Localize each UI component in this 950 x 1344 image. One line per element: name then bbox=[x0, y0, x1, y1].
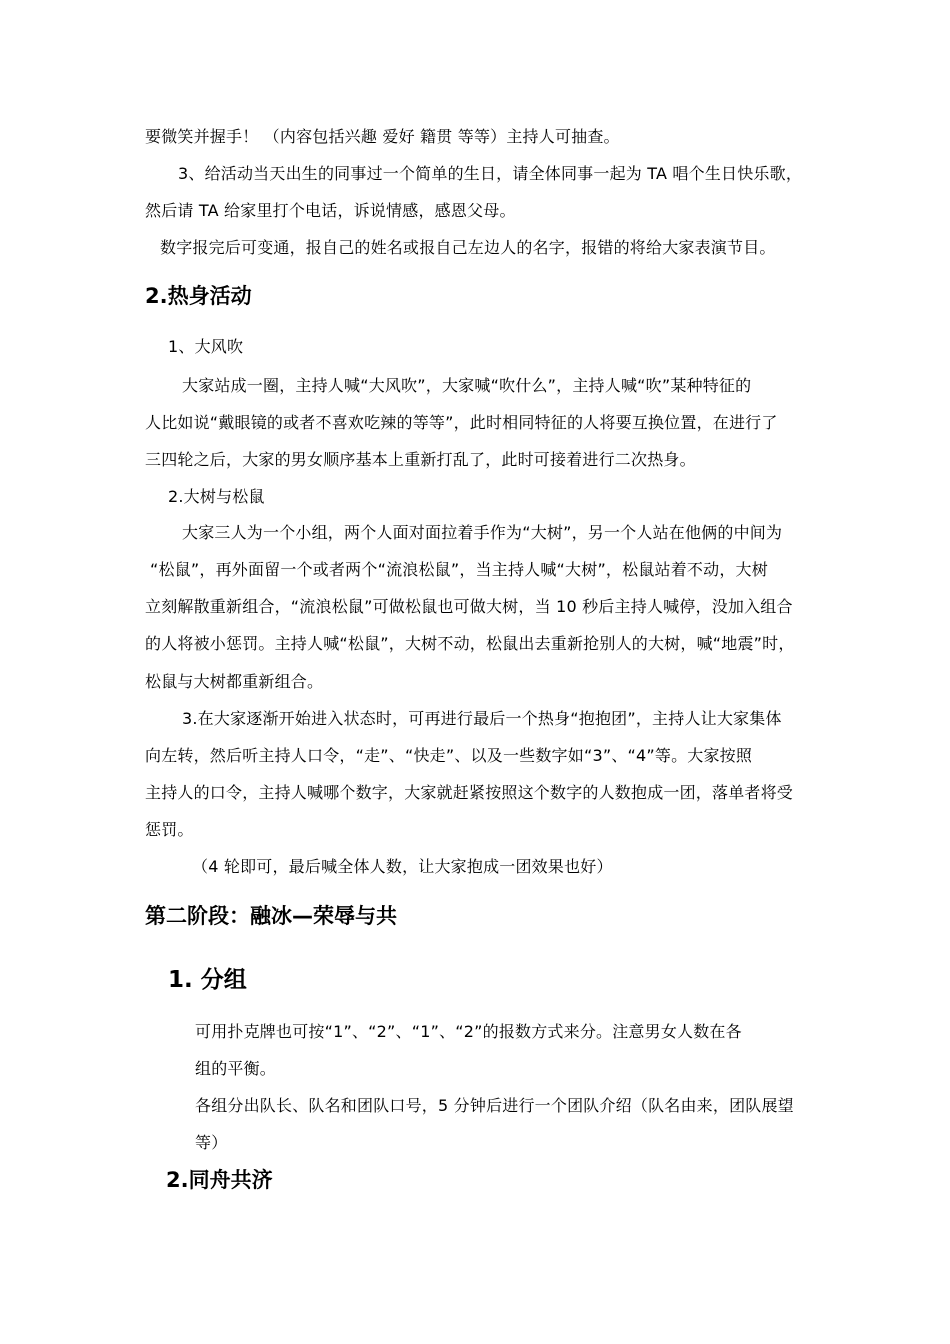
body-text-line: 人比如说“戴眼镜的或者不喜欢吃辣的等等”，此时相同特征的人将要互换位置，在进行了 bbox=[145, 413, 778, 432]
stage2-heading: 第二阶段：融冰—荣辱与共 bbox=[145, 904, 397, 928]
body-text-line: 松鼠与大树都重新组合。 bbox=[145, 672, 324, 691]
body-text-line: 然后请 TA 给家里打个电话，诉说情感，感恩父母。 bbox=[145, 201, 516, 220]
body-text-line: 要微笑并握手！ （内容包括兴趣 爱好 籍贯 等等）主持人可抽查。 bbox=[145, 127, 620, 146]
body-text-line: 3.在大家逐渐开始进入状态时，可再进行最后一个热身“抱抱团”，主持人让大家集体 bbox=[182, 709, 782, 728]
body-text-line: 向左转，然后听主持人口令，“走”、“快走”、以及一些数字如“3”、“4”等。大家按照 bbox=[145, 746, 753, 765]
game2-title: 2.大树与松鼠 bbox=[168, 487, 265, 506]
body-text-line: 主持人的口令，主持人喊哪个数字，大家就赶紧按照这个数字的人数抱成一团，落单者将受 bbox=[145, 783, 794, 802]
game1-title: 1、大风吹 bbox=[168, 337, 244, 356]
body-text-line: 大家站成一圈，主持人喊“大风吹”，大家喊“吹什么”，主持人喊“吹”某种特征的 bbox=[182, 376, 752, 395]
body-text-line: 三四轮之后，大家的男女顺序基本上重新打乱了，此时可接着进行二次热身。 bbox=[145, 450, 696, 469]
body-text-line: 可用扑克牌也可按“1”、“2”、“1”、“2”的报数方式来分。注意男女人数在各 bbox=[195, 1022, 742, 1041]
body-text-line: 立刻解散重新组合，“流浪松鼠”可做松鼠也可做大树，当 10 秒后主持人喊停，没加入组合 bbox=[145, 597, 793, 616]
grouping-heading: 1. 分组 bbox=[168, 967, 247, 993]
body-text-line: 的人将被小惩罚。主持人喊“松鼠”，大树不动，松鼠出去重新抢别人的大树，喊“地震”时， bbox=[145, 634, 795, 653]
body-text-line: “松鼠”，再外面留一个或者两个“流浪松鼠”，当主持人喊“大树”，松鼠站着不动，大树 bbox=[150, 560, 768, 579]
body-text-line: 组的平衡。 bbox=[195, 1059, 277, 1078]
warmup-heading: 2.热身活动 bbox=[145, 284, 252, 308]
body-text-line: 等） bbox=[195, 1133, 228, 1152]
body-text-line: 3、给活动当天出生的同事过一个简单的生日，请全体同事一起为 TA 唱个生日快乐歌， bbox=[178, 164, 803, 183]
body-text-line: 各组分出队长、队名和团队口号，5 分钟后进行一个团队介绍（队名由来，团队展望 bbox=[195, 1096, 794, 1115]
body-text-line: 惩罚。 bbox=[145, 820, 194, 839]
boat-heading: 2.同舟共济 bbox=[166, 1168, 273, 1192]
body-text-line: 数字报完后可变通，报自己的姓名或报自己左边人的名字，报错的将给大家表演节目。 bbox=[160, 238, 776, 257]
game3-note: （4 轮即可，最后喊全体人数，让大家抱成一团效果也好） bbox=[192, 857, 613, 876]
body-text-line: 大家三人为一个小组，两个人面对面拉着手作为“大树”，另一个人站在他俩的中间为 bbox=[182, 523, 783, 542]
